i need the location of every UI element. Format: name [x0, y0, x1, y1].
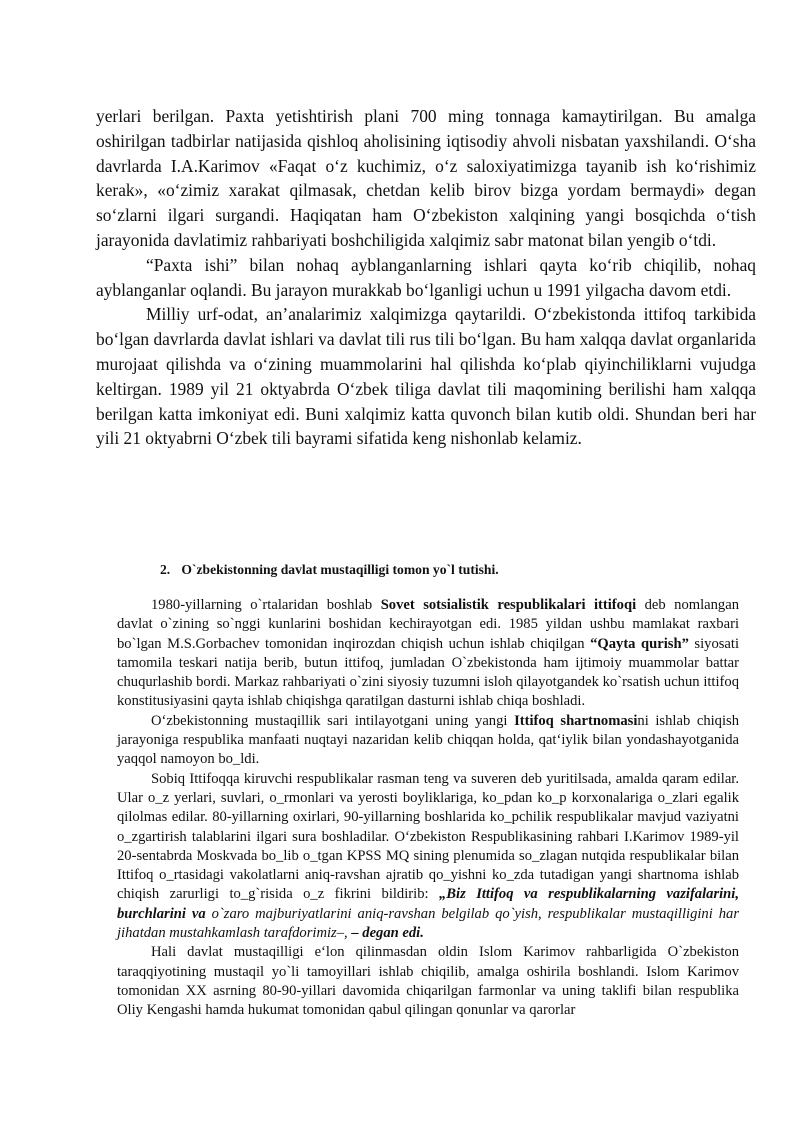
paragraph-5 [117, 712, 739, 770]
paragraph-2: “Paxta ishi” bilan nohaq ayblanganlarning ishlari qayta ko‘rib chiqilib, nohaq ayblanganlar oqlandi. Bu jarayon murakkab bo‘lganligi uchun u 1991 yilgacha davom etdi. [96, 254, 756, 300]
bold-term: Ittifoq shartnomasi [514, 712, 638, 729]
section-number: 2. [160, 562, 171, 577]
section-title: O`zbekistonning davlat mustaqilligi tomon yo`l tutishi. [181, 562, 499, 577]
bold-term: Sovet sotsialistik respublikalari ittifoqi [380, 597, 637, 613]
paragraph-3: Milliy urf-odat, an’analarimiz xalqimizga qaytarildi. O‘zbekistonda ittifoq tarkibida bo‘lgan davrlarda davlat ishlari va davlat tili rus tili bo‘lgan. Bu ham xalqqa davlat organlarida murojaat qilishda va o‘zining muammolarini hal qilishda ko‘plab qiyinchiliklarni vujudga keltirgan. 1989 yil 21 oktyabrda O‘zbek tiliga davlat tili maqomining berilishi ham xalqqa berilgan katta imkoniyat edi. Buni xalqimiz katta quvonch bilan kutib oldi. Shundan beri har yili 21 oktyabrni O‘zbek tili bayrami sifatida keng nishonlab kelamiz. [96, 304, 756, 449]
section-2-body [117, 596, 739, 1021]
text-run: siyosati tamomila teskari natija berib, butun ittifoq, jumladan O`zbekistonda ham ijtimoiy muammolar battar chuqurlashib bordi. Markaz rahbariyati o`zini siyosiy tuzumni isloh qilayotgandek ko`rsatish uchun ittifoq konstitusiyasini qayta ishlab chiqishga qaratilgan dasturni ishlab chiqa boshladi. [117, 635, 740, 710]
text-run: 1980-yillarning o`rtalaridan boshlab [151, 597, 381, 613]
text-run: ni ishlab chiqish jarayoniga respublika manfaati nuqtayi nazaridan kelib chiqqan holda, qat‘iylik bilan yondashayotganida yaqqol namoyon bo_ldi. [117, 712, 739, 768]
text-run: O‘zbekistonning mustaqillik sari intilayotgani uning yangi [151, 712, 515, 729]
bold-italic-quote: – degan edi. [351, 925, 424, 942]
bold-term: “Qayta qurish” [590, 635, 689, 652]
section-heading [160, 561, 760, 579]
text-run: deb nomlangan davlat o`zining so`nggi kunlarini boshidan kechirayotgan edi. 1985 yildan ushbu mamlakat raxbari bo`lgan M.S.Gorbachev tomonidan inqirozdan chiqish uchun ishlab chiqilgan [117, 597, 740, 652]
paragraph-6 [117, 770, 739, 944]
paragraph-4 [117, 596, 739, 712]
paragraph-1: yerlari berilgan. Paxta yetishtirish plani 700 ming tonnaga kamaytirilgan. Bu amalga oshirilgan tadbirlar natijasida qishloq aholisining iqtisodiy ahvoli nisbatan yaxshilandi. O‘sha davrlarda I.A.Karimov «Faqat o‘z kuchimiz, o‘z saloxiyatimizga tayanib ish ko‘rishimiz kerak», «o‘zimiz xarakat qilmasak, chetdan kelib birov bizga yordam bermaydi» degan so‘zlarni ilgari surgandi. Haqiqatan ham O‘zbekiston xalqining yangi bosqichda o‘tish jarayonida davlatimiz rahbariyati boshchiligida xalqimiz sabr matonat bilan yengib o‘tdi. [96, 106, 756, 250]
text-run: Sobiq Ittifoqqa kiruvchi respublikalar rasman teng va suveren deb yuritilsada, amalda qaram edilar. Ular o_z yerlari, suvlari, o_rmonlari va yerosti boyliklariga, ko_pdan ko_p korxonalariga o_zlari egalik qilolmas edilar. 80-yillarning oxirlari, 90-yillarning boshlarida ko_pchilik respublikalar mavjud vaziyatni o_zgartirish talablarini ilgari sura boshladilar. O‘zbekiston Respublikasining rahbari I.Karimov 1989-yil 20-sentabrda Moskvada bo_lib o_tgan KPSS MQ sining plenumida so_zlagan nutqida respublikalar bilan Ittifoq o_rtasidagi vakolatlarni aniq-ravshan ajratib qo_yishni ko_zda tutadigan yangi shartnoma ishlab chiqish zarurligi to_g`risida o_z fikrini bildirib: [117, 770, 739, 903]
bold-italic-quote: „Biz Ittifoq va respublikalarning vazifalarini, burchlarini va [117, 886, 740, 922]
paragraph-7: Hali davlat mustaqilligi e‘lon qilinmasdan oldin Islom Karimov rahbarligida O`zbekiston taraqqiyotining mustaqil yo`li tamoyillari ishlab chiqilib, amalga oshirila boshlandi. Islom Karimov tomonidan XX asrning 80-90-yillari davomida chiqarilgan farmonlar va uning taklifi bilan respublika Oliy Kengashi hamda hukumat tomonidan qabul qilingan qonunlar va qarorlar [117, 944, 739, 1019]
italic-quote: o`zaro majburiyatlarini aniq-ravshan belgilab qo`yish, respublikalar mustaqilligini har jihatdan mustahkamlash tarafdorimiz–, [117, 905, 739, 942]
section-1-body [96, 104, 756, 451]
